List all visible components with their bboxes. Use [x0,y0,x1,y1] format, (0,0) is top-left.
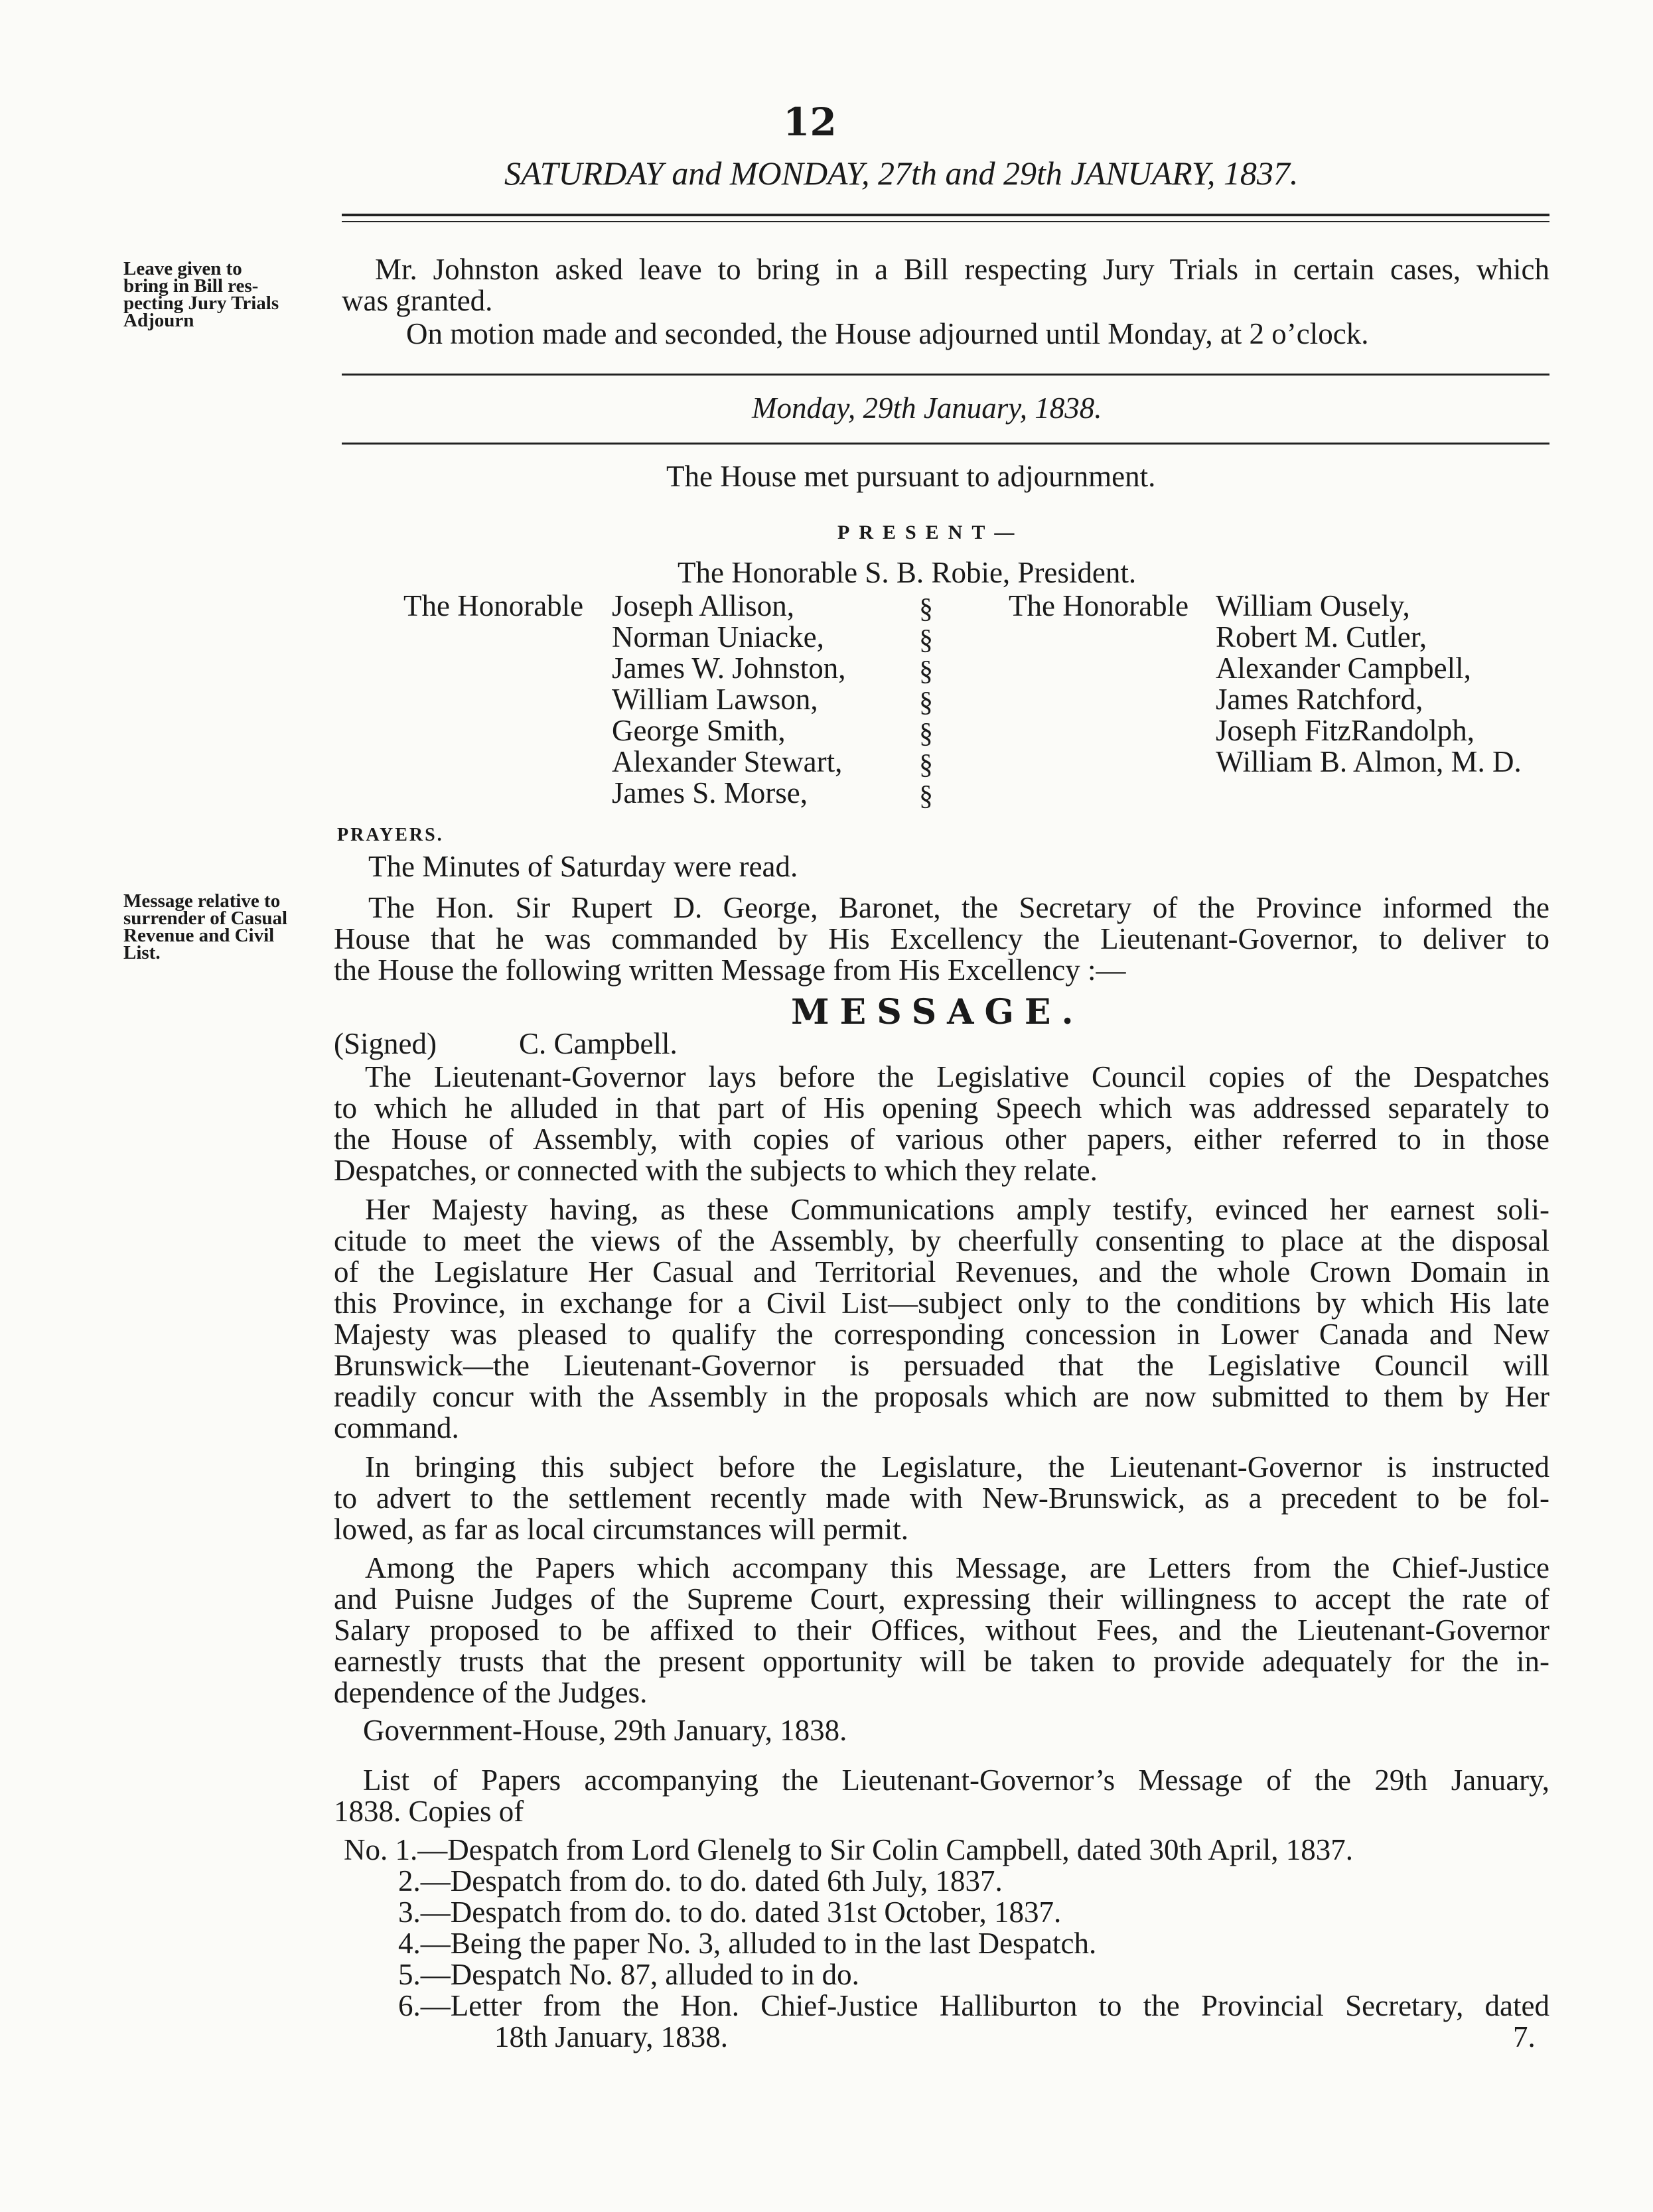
paper-item: 6.—Letter from the Hon. Chief-Justice Halliburton to the Provincial Secretary, dated [398,1989,1549,2022]
header-rule-bottom [342,221,1549,222]
margin-note-message [123,892,287,961]
margin-line: Adjourn [123,310,194,331]
section-mark: § [919,750,933,780]
message-p2-line: Majesty was pleased to qualify the corresponding concession in Lower Canada and New [334,1318,1549,1351]
saturday-line-3: On motion made and seconded, the House adjourned until Monday, at 2 o’clock. [406,317,1369,350]
house-met-line: The House met pursuant to adjournment. [666,460,1156,493]
member-name: James Ratchford, [1216,683,1423,716]
message-p1-line: the House of Assembly, with copies of various other papers, either referred to in those [334,1123,1549,1156]
member-name: Joseph Allison, [612,589,795,622]
section-mark: § [919,687,933,718]
message-p2-line: citude to meet the views of the Assembly, by cheerfully consenting to place at the disposal [334,1224,1549,1257]
header-rule-top [342,214,1549,216]
member-name: Alexander Campbell, [1216,652,1471,685]
margin-note-leave-bill [123,260,279,329]
message-intro-line-1: The Hon. Sir Rupert D. George, Baronet, the Secretary of the Province informed the [368,891,1549,924]
margin-line: surrender of Casual [123,908,288,929]
message-title: MESSAGE. [791,992,1084,1032]
running-head: SATURDAY and MONDAY, 27th and 29th JANUARY, 1837. [504,155,1299,192]
paper-item: 2.—Despatch from do. to do. dated 6th July, 1837. [398,1864,1003,1898]
papers-intro-line: 1838. Copies of [334,1795,524,1828]
monday-date-heading: Monday, 29th January, 1838. [752,391,1102,425]
paper-item: No. 1.—Despatch from Lord Glenelg to Sir Colin Campbell, dated 30th April, 1837. [344,1833,1354,1866]
margin-line: Leave given to [123,258,242,279]
member-name: Alexander Stewart, [612,745,843,778]
member-name: William B. Almon, M. D. [1216,745,1522,778]
right-members [1216,590,1522,778]
margin-line: Revenue and Civil [123,925,275,946]
message-p1-line: to which he alluded in that part of His opening Speech which was addressed separately to [334,1091,1549,1125]
message-p4-line: earnestly trusts that the present opportunity will be taken to provide adequately for the in- [334,1645,1549,1678]
present-label: PRESENT— [837,521,1024,543]
message-p2-line: command. [334,1411,459,1444]
message-p2-line: this Province, in exchange for a Civil List—subject only to the conditions by which His late [334,1286,1549,1320]
paper-item: 5.—Despatch No. 87, alluded to in do. [398,1958,859,1991]
margin-line: Message relative to [123,890,281,912]
member-name: James S. Morse, [612,776,808,809]
paper-item: 18th January, 1838. [494,2020,729,2053]
member-name: William Lawson, [612,683,818,716]
paper-item: 3.—Despatch from do. to do. dated 31st October, 1837. [398,1896,1062,1929]
member-name: James W. Johnston, [612,652,846,685]
prayers-heading: PRAYERS. [337,825,444,845]
member-name: William Ousely, [1216,589,1410,622]
member-name: Joseph FitzRandolph, [1216,714,1474,747]
message-p4-line: and Puisne Judges of the Supreme Court, expressing their willingness to accept the rate of [334,1582,1549,1616]
left-prefix: The Honorable [403,589,584,622]
section-mark: § [919,781,933,811]
section-marks [919,594,933,812]
papers-intro-line: List of Papers accompanying the Lieutenant-Governor’s Message of the 29th January, [363,1763,1549,1797]
message-dateline: Government-House, 29th January, 1838. [363,1714,847,1747]
message-intro-line-2: House that he was commanded by His Excellency the Lieutenant-Governor, to deliver to [334,922,1549,955]
signed-name: C. Campbell. [519,1027,678,1060]
message-p4-line: Salary proposed to be affixed to their Offices, without Fees, and the Lieutenant-Governor [334,1614,1549,1647]
message-p3-line: to advert to the settlement recently made with New-Brunswick, as a precedent to be fol- [334,1482,1549,1515]
catchword: 7. [1513,2020,1536,2053]
section-mark: § [919,656,933,687]
right-prefix: The Honorable [1009,589,1189,622]
section-mark: § [919,625,933,656]
section-rule-2 [342,443,1549,445]
member-name: George Smith, [612,714,786,747]
message-p2-line: readily concur with the Assembly in the proposals which are now submitted to them by Her [334,1380,1549,1413]
saturday-line-1: Mr. Johnston asked leave to bring in a Bill respecting Jury Trials in certain cases, which [375,253,1549,286]
message-p4-line: dependence of the Judges. [334,1676,648,1709]
signed-label: (Signed) [334,1027,437,1060]
page-number: 12 [783,100,837,145]
message-p2-line: of the Legislature Her Casual and Territorial Revenues, and the whole Crown Domain in [334,1255,1549,1288]
section-mark: § [919,594,933,624]
paper-item: 4.—Being the paper No. 3, alluded to in the last Despatch. [398,1927,1097,1960]
president-line: The Honorable S. B. Robie, President. [678,556,1137,589]
minutes-line: The Minutes of Saturday were read. [368,850,798,883]
message-p1-line: Despatches, or connected with the subjects to which they relate. [334,1154,1098,1187]
message-p2-line: Brunswick—the Lieutenant-Governor is persuaded that the Legislative Council will [334,1349,1549,1382]
section-rule-1 [342,374,1549,376]
message-p4-line: Among the Papers which accompany this Message, are Letters from the Chief-Justice [365,1551,1549,1584]
section-mark: § [919,719,933,749]
message-p3-line: lowed, as far as local circumstances will permit. [334,1513,908,1546]
message-p2-line: Her Majesty having, as these Communications amply testify, evinced her earnest soli- [365,1193,1549,1226]
margin-line: pecting Jury Trials [123,293,279,314]
left-members [612,590,846,809]
message-p1-line: The Lieutenant-Governor lays before the Legislative Council copies of the Despatches [365,1060,1549,1093]
message-intro-line-3: the House the following written Message from His Excellency :— [334,953,1126,987]
margin-line: List. [123,942,161,963]
margin-line: bring in Bill res- [123,275,259,297]
member-name: Norman Uniacke, [612,620,824,654]
message-p3-line: In bringing this subject before the Legislature, the Lieutenant-Governor is instructed [365,1450,1549,1484]
saturday-line-2: was granted. [342,284,493,317]
member-name: Robert M. Cutler, [1216,620,1427,654]
